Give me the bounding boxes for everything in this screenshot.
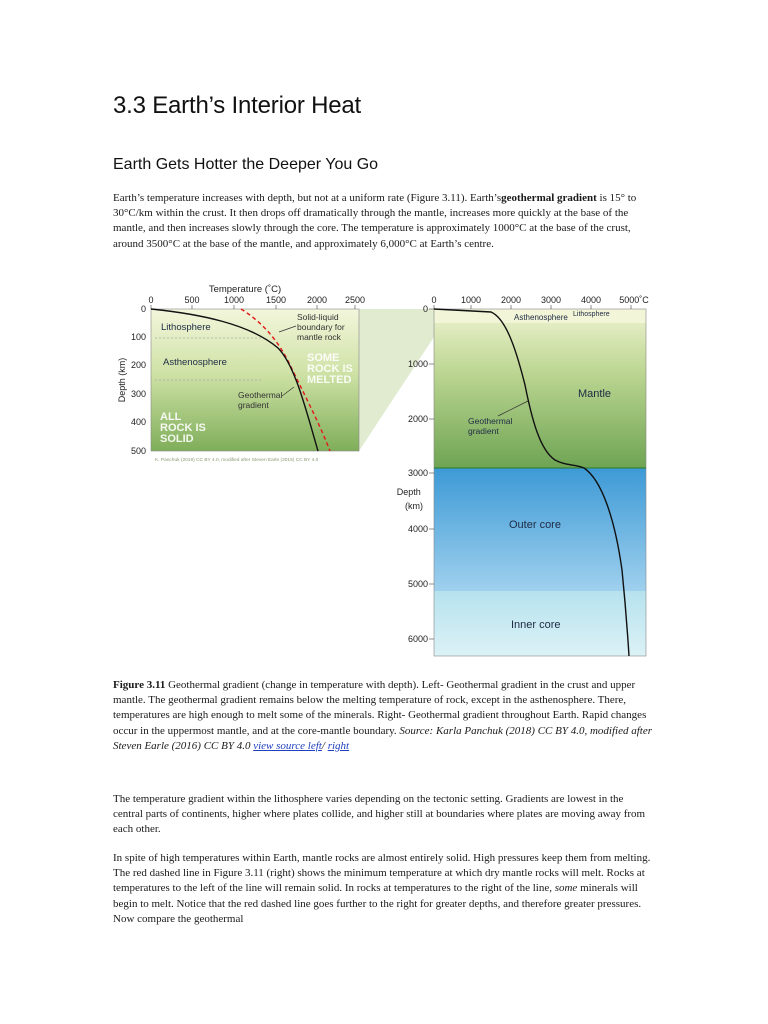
left-y-ticks: [131, 304, 146, 456]
x-tick: 5000˚C: [619, 295, 649, 305]
left-label-lithosphere: Lithosphere: [161, 322, 211, 333]
y-tick: 2000: [407, 414, 428, 424]
y-tick: 300: [130, 389, 146, 399]
left-axis-title: Temperature (˚C): [208, 284, 282, 295]
x-tick: 1500: [265, 295, 287, 305]
section-heading: Earth Gets Hotter the Deeper You Go: [113, 156, 379, 173]
y-tick: 5000: [407, 579, 428, 589]
zoom-connector: [359, 309, 434, 451]
x-tick: 0: [431, 295, 437, 305]
x-tick: 1000: [223, 295, 245, 305]
right-chart: [397, 295, 650, 656]
solid-line-1: ALL: [160, 411, 182, 423]
x-tick: 2000: [500, 295, 522, 305]
caption-slash: /: [321, 739, 328, 752]
melted-line-1: SOME: [307, 352, 340, 364]
right-gradient-line-2: gradient: [468, 426, 499, 436]
melted-line-2: ROCK IS: [307, 363, 353, 375]
depth-label-1: Depth: [396, 487, 421, 497]
intro-text-1: Earth’s temperature increases with depth, but not at a uniform rate (Figure 3.11). Earth’s: [113, 192, 502, 204]
y-tick: 6000: [407, 634, 428, 644]
figure-3-11: [108, 278, 653, 663]
x-tick: 4000: [580, 295, 602, 305]
y-tick: 0: [140, 304, 146, 314]
view-source-left-link[interactable]: view source left: [253, 739, 322, 752]
right-label-asthenosphere: Asthenosphere: [514, 313, 568, 322]
y-tick: 100: [130, 332, 146, 342]
right-gradient-line-1: Geothermal: [468, 416, 513, 426]
y-tick: 1000: [407, 359, 428, 369]
left-label-solidus: [297, 312, 347, 342]
para3-text-1: In spite of high temperatures within Earth, mantle rocks are almost entirely solid. High pressures keep them from melting. The red dashed line in Figure 3.11 (right) shows the minimum temperature at which dry mantle rocks will melt. Rocks at temperatures to the left of the line will remain solid. In rocks at temperatures to the right of the line,: [113, 852, 651, 895]
right-label-mantle: Mantle: [578, 388, 612, 400]
term-geothermal-gradient: geothermal gradient: [501, 192, 597, 204]
paragraph-mantle-melting: [113, 851, 653, 927]
x-tick: 3000: [540, 295, 562, 305]
x-tick: 2500: [344, 295, 366, 305]
page-title: 3.3 Earth’s Interior Heat: [113, 92, 362, 119]
y-tick: 3000: [407, 468, 428, 478]
right-label-inner-core: Inner core: [511, 619, 561, 631]
melted-line-3: MELTED: [307, 374, 352, 386]
right-depth-label: [397, 487, 424, 511]
para3-emphasis: some: [554, 882, 578, 895]
left-label-asthenosphere: Asthenosphere: [163, 357, 227, 368]
solidus-line-2: boundary for: [297, 322, 345, 332]
y-tick: 0: [422, 304, 428, 314]
y-tick: 400: [130, 417, 146, 427]
solidus-line-3: mantle rock: [297, 332, 341, 342]
left-chart: [117, 284, 365, 463]
gradient-line-2: gradient: [238, 400, 269, 410]
paragraph-lithosphere-gradient: The temperature gradient within the lithosphere varies depending on the tectonic setting. Gradients are lowest in the central parts of continents, higher where plates collide, and higher still at boundaries where plates are moving away from each other.: [113, 793, 646, 836]
caption-source: Source: Karla Panchuk (2018) CC BY 4.0, modified after Steven Earle (2016) CC BY 4.0: [113, 724, 652, 752]
intro-text-2: is 15° to 30°C/km within the crust. It then drops off dramatically through the mantle, increases more quickly at the base of the mantle, and then increases slowly through the core. The temperature is approximately 1000°C at the base of the crust, around 3500°C at the base of the mantle, and approximately 6,000°C at Earth’s centre.: [113, 192, 637, 250]
caption-label: Figure 3.11: [113, 679, 166, 691]
y-tick: 200: [130, 360, 146, 370]
right-label-outer-core: Outer core: [509, 519, 561, 531]
para3-text-2: minerals will begin to melt. Notice that the red dashed line goes further to the right for greater depths, and therefore greater pressures. Now compare the geothermal: [113, 882, 642, 925]
left-credit: K. Panchuk (2018) CC BY 4.0, modified after Steven Earle (2015) CC BY 4.0: [155, 458, 319, 463]
y-tick: 4000: [407, 524, 428, 534]
x-tick: 0: [148, 295, 154, 305]
solid-line-3: SOLID: [160, 433, 194, 445]
figure-caption: [113, 678, 653, 754]
intro-paragraph: [113, 191, 653, 252]
right-x-ticks: [431, 295, 649, 305]
left-x-ticks: [148, 295, 365, 305]
x-tick: 2000: [306, 295, 328, 305]
caption-text: Geothermal gradient (change in temperature with depth). Left- Geothermal gradient in the crust and upper mantle. The geothermal gradient remains below the melting temperature of rock, except in the asthenosphere. There, temperatures are high enough to melt some of the minerals. Right- Geothermal gradient throughout Earth. Rapid changes occur in the uppermost mantle, and at the core-mantle boundary.: [113, 679, 647, 737]
depth-label-2: (km): [405, 501, 423, 511]
x-tick: 1000: [460, 295, 482, 305]
view-source-right-link[interactable]: right: [327, 739, 350, 752]
right-label-lithosphere: Lithosphere: [573, 311, 610, 318]
solidus-line-1: Solid-liquid: [297, 312, 339, 322]
gradient-line-1: Geothermal: [238, 390, 283, 400]
y-tick: 500: [130, 446, 146, 456]
x-tick: 500: [184, 295, 200, 305]
solid-line-2: ROCK IS: [160, 422, 206, 434]
left-y-axis-title: Depth (km): [117, 357, 127, 403]
